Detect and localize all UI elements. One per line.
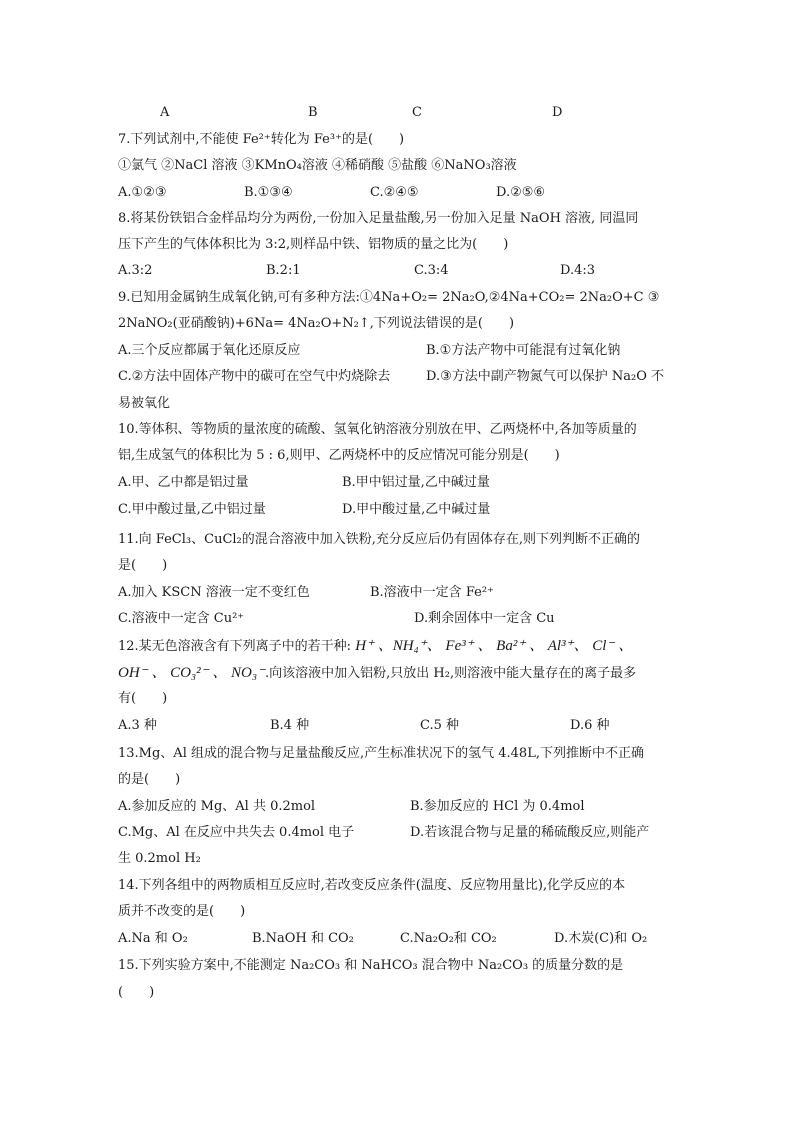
option-b: B.甲中铝过量,乙中碱过量: [342, 475, 490, 490]
q10-options-cd: [118, 497, 678, 523]
q7-stem: 7.下列试剂中,不能使 Fe²⁺转化为 Fe³⁺的是( ): [118, 132, 405, 147]
q9-options-cd: [118, 364, 678, 390]
option-d: D.若该混合物与足量的稀硫酸反应,则能产: [410, 825, 650, 840]
option-d: D.木炭(C)和 O₂: [554, 931, 648, 946]
option-d: D.4:3: [560, 263, 596, 278]
q13-line2: 的是( ): [118, 772, 181, 787]
figure-labels: [0, 100, 794, 126]
label-b: B: [308, 105, 318, 120]
q7-options: [118, 180, 678, 206]
q13-options-ab: [118, 794, 678, 820]
q13-option-d-cont: 生 0.2mol H₂: [118, 851, 201, 866]
q12-stem-cont: .向该溶液中加入铝粉,只放出 H₂,则溶液中能大量存在的离子最多: [265, 666, 637, 681]
option-b: B.参加反应的 HCl 为 0.4mol: [410, 799, 585, 814]
q12-line2: [118, 660, 636, 686]
q8-options: [118, 258, 678, 284]
q12-line1: [118, 633, 633, 659]
option-c: C.②④⑤: [370, 185, 419, 200]
q12-ions-2: OH⁻ 、 CO₃²⁻ 、 NO₃⁻: [118, 665, 266, 681]
q11-line1: 11.向 FeCl₃、CuCl₂的混合溶液中加入铁粉,充分反应后仍有固体存在,则下列判断不正确的: [118, 532, 641, 547]
option-d: D.甲中酸过量,乙中碱过量: [342, 502, 491, 517]
option-c: C.5 种: [420, 718, 460, 733]
q15-line1: 15.下列实验方案中,不能测定 Na₂CO₃ 和 NaHCO₃ 混合物中 Na₂CO₃ 的质量分数的是: [118, 958, 624, 973]
option-b: B.NaOH 和 CO₂: [252, 931, 354, 946]
q8-line1: 8.将某份铁铝合金样品均分为两份,一份加入足量盐酸,另一份加入足量 NaOH 溶液, 同温同: [118, 211, 639, 226]
q13-line1: 13.Mg、Al 组成的混合物与足量盐酸反应,产生标准状况下的氢气 4.48L,下列推断中不正确: [118, 746, 644, 761]
q8-line2: 压下产生的气体体积比为 3:2,则样品中铁、铝物质的量之比为( ): [118, 237, 509, 252]
q10-options-ab: [118, 470, 678, 496]
q11-line2: 是( ): [118, 558, 168, 573]
option-c: C.②方法中固体产物中的碳可在空气中灼烧除去: [118, 369, 391, 384]
option-a: A.参加反应的 Mg、Al 共 0.2mol: [118, 799, 316, 814]
q9-options-ab: [118, 338, 678, 364]
q12-line3: 有( ): [118, 691, 168, 706]
option-c: C.3:4: [414, 263, 449, 278]
option-a: A.3 种: [118, 718, 157, 733]
q14-line2: 质并不改变的是( ): [118, 904, 246, 919]
option-b: B.溶液中一定含 Fe²⁺: [370, 585, 494, 600]
q9-line1: 9.已知用金属钠生成氧化钠,可有多种方法:①4Na+O₂= 2Na₂O,②4Na+CO₂= 2Na₂O+C ③: [118, 290, 660, 305]
q12-stem: 12.某无色溶液含有下列离子中的若干种:: [118, 639, 352, 654]
option-a: A.Na 和 O₂: [118, 931, 188, 946]
option-d: D.6 种: [570, 718, 610, 733]
q9-line2: 2NaNO₂(亚硝酸钠)+6Na= 4Na₂O+N₂↑,下列说法错误的是( ): [118, 316, 515, 331]
q10-line2: 铝,生成氢气的体积比为 5 : 6,则甲、乙两烧杯中的反应情况可能分别是( ): [118, 448, 560, 463]
q15-line2: ( ): [118, 985, 155, 1000]
option-d: D.②⑤⑥: [496, 185, 546, 200]
option-a: A.甲、乙中都是铝过量: [118, 475, 249, 490]
q12-ions-1: H⁺ 、NH₄⁺、 Fe³⁺ 、 Ba²⁺ 、 Al³⁺、 Cl⁻ 、: [355, 638, 634, 654]
option-b: B.2:1: [266, 263, 301, 278]
option-b: B.①方法产物中可能混有过氧化钠: [426, 343, 621, 358]
option-a: A.三个反应都属于氧化还原反应: [118, 343, 301, 358]
option-c: C.Mg、Al 在反应中共失去 0.4mol 电子: [118, 825, 355, 840]
option-c: C.Na₂O₂和 CO₂: [400, 931, 497, 946]
q9-option-d-cont: 易被氧化: [118, 396, 171, 411]
option-b: B.4 种: [270, 718, 310, 733]
q7-list: ①氯气 ②NaCl 溶液 ③KMnO₄溶液 ④稀硝酸 ⑤盐酸 ⑥NaNO₃溶液: [118, 158, 517, 173]
q11-options-ab: [118, 580, 678, 606]
option-d: D.③方法中副产物氮气可以保护 Na₂O 不: [426, 369, 665, 384]
option-d: D.剩余固体中一定含 Cu: [414, 611, 555, 626]
q11-options-cd: [118, 606, 678, 632]
q13-options-cd: [118, 820, 678, 846]
q14-options: [118, 926, 678, 952]
option-b: B.①③④: [244, 185, 293, 200]
option-c: C.溶液中一定含 Cu²⁺: [118, 611, 245, 626]
option-a: A.加入 KSCN 溶液一定不变红色: [118, 585, 310, 600]
label-c: C: [412, 105, 422, 120]
q14-line1: 14.下列各组中的两物质相互反应时,若改变反应条件(温度、反应物用量比),化学反应的本: [118, 878, 626, 893]
label-d: D: [552, 105, 563, 120]
q12-options: [118, 713, 678, 739]
option-c: C.甲中酸过量,乙中铝过量: [118, 502, 266, 517]
option-a: A.①②③: [118, 185, 167, 200]
option-a: A.3:2: [118, 263, 153, 278]
label-a: A: [160, 105, 170, 120]
q10-line1: 10.等体积、等物质的量浓度的硫酸、氢氧化钠溶液分别放在甲、乙两烧杯中,各加等质量的: [118, 422, 637, 437]
